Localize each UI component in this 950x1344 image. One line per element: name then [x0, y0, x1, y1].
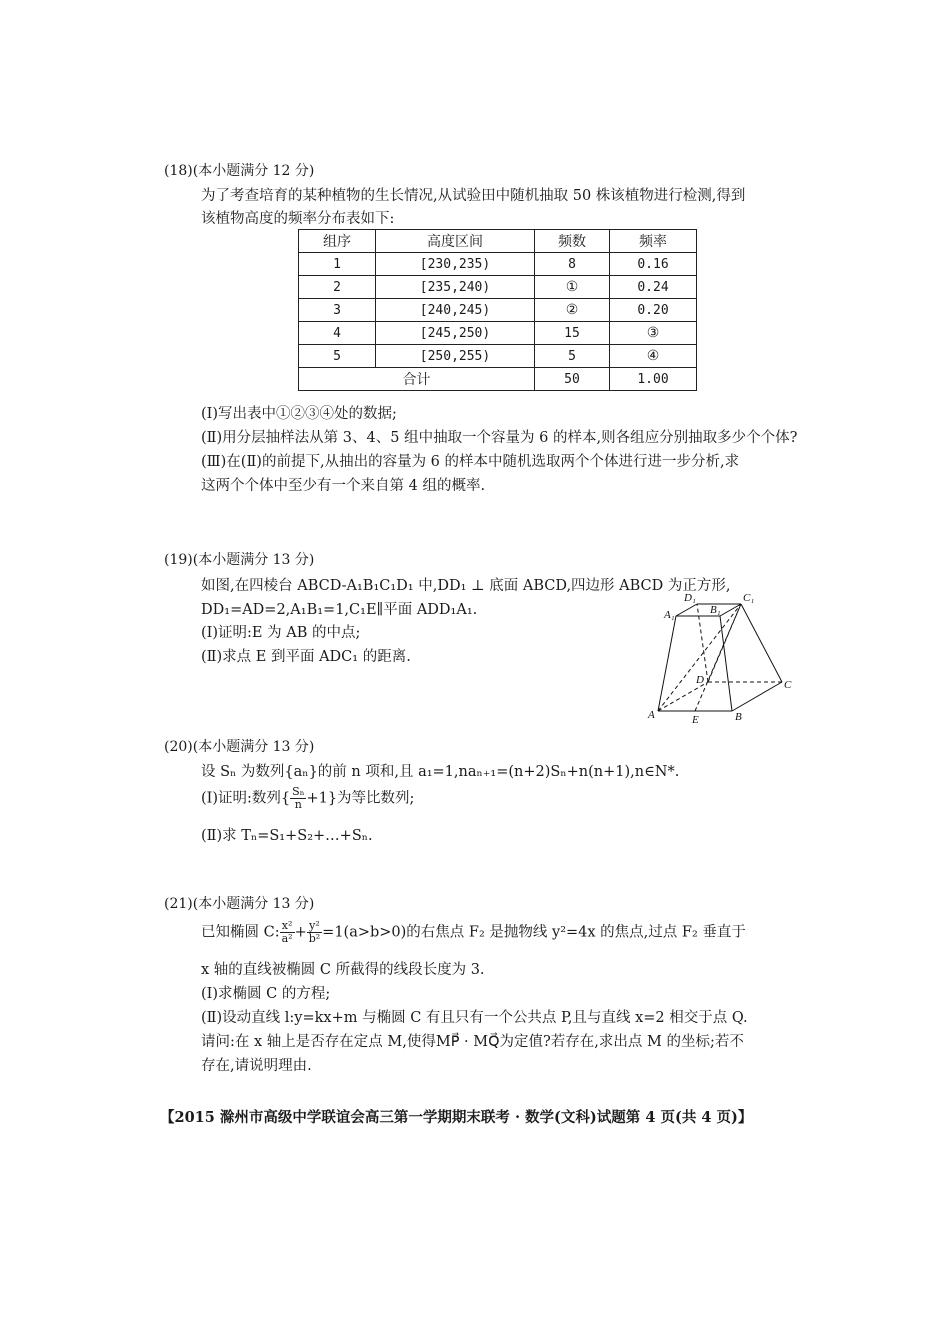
edge-B1C1	[720, 604, 741, 616]
edge-A1D1	[676, 604, 697, 616]
fraction-denominator: b²	[308, 932, 321, 945]
table-cell: 0.16	[610, 253, 697, 276]
q21-line2: x 轴的直线被椭圆 C 所截得的线段长度为 3.	[201, 962, 485, 978]
q21-part1: (Ⅰ)求椭圆 C 的方程;	[201, 986, 331, 1002]
label-D1: D₁	[684, 592, 696, 604]
table-cell: 5	[299, 345, 376, 368]
table-cell: [230,235)	[376, 253, 535, 276]
label-B1: B₁	[710, 604, 721, 616]
table-cell: 0.24	[610, 276, 697, 299]
label-A: A	[648, 709, 655, 721]
label-C: C	[784, 679, 792, 691]
q18-part3-line1: (Ⅲ)在(Ⅱ)的前提下,从抽出的容量为 6 的样本中随机选取两个个体进行进一步分析,求	[201, 454, 740, 470]
q18-intro-line2: 该植物高度的频率分布表如下:	[201, 211, 395, 227]
fraction-denominator: a²	[281, 932, 293, 945]
table-total-label: 合计	[299, 368, 535, 391]
q18-part3-line2: 这两个个体中至少有一个来自第 4 组的概率.	[201, 478, 486, 494]
q18-header: (18)(本小题满分 12 分)	[164, 163, 315, 179]
frequency-table	[298, 229, 697, 391]
q20-line1: 设 Sₙ 为数列{aₙ}的前 n 项和,且 a₁=1,naₙ₊₁=(n+2)Sₙ+n(n+1),n∈N*.	[201, 764, 680, 780]
q21-line1-pre: 已知椭圆 C:	[201, 924, 280, 941]
label-D: D	[696, 674, 704, 686]
table-header-cell: 高度区间	[376, 230, 535, 253]
q20-part2: (Ⅱ)求 Tₙ=S₁+S₂+…+Sₙ.	[201, 828, 373, 844]
table-row	[299, 299, 697, 322]
table-cell: [250,255)	[376, 345, 535, 368]
table-cell: 3	[299, 299, 376, 322]
table-cell: ④	[610, 345, 697, 368]
table-total-count: 50	[535, 368, 610, 391]
q21-header: (21)(本小题满分 13 分)	[164, 896, 315, 912]
table-row	[299, 253, 697, 276]
q19-line2: DD₁=AD=2,A₁B₁=1,C₁E∥平面 ADD₁A₁.	[201, 602, 478, 618]
table-row	[299, 276, 697, 299]
table-cell: [235,240)	[376, 276, 535, 299]
label-E: E	[692, 714, 699, 726]
table-cell: 4	[299, 322, 376, 345]
q21-part2-line1: (Ⅱ)设动直线 l:y=kx+m 与椭圆 C 有且只有一个公共点 P,且与直线 x=2 相交于点 Q.	[201, 1010, 748, 1026]
q20-part1-post: +1}为等比数列;	[306, 790, 415, 807]
fraction-numerator: Sₙ	[292, 785, 305, 798]
table-cell: 8	[535, 253, 610, 276]
plus-sign: +	[294, 924, 307, 941]
fraction-x2-over-a2	[280, 920, 295, 945]
label-A1: A₁	[664, 609, 675, 621]
table-cell: 5	[535, 345, 610, 368]
table-total-freq: 1.00	[610, 368, 697, 391]
segment-EC1	[695, 604, 741, 711]
table-header-cell: 频数	[535, 230, 610, 253]
q21-line1	[201, 920, 746, 945]
edge-BC	[732, 682, 782, 711]
q20-part1	[201, 786, 414, 811]
edge-AD	[658, 682, 708, 711]
table-cell: ②	[535, 299, 610, 322]
q18-part2: (Ⅱ)用分层抽样法从第 3、4、5 组中抽取一个容量为 6 的样本,则各组应分别抽取多少个个体?	[201, 430, 798, 446]
q20-part1-pre: (Ⅰ)证明:数列{	[201, 790, 291, 807]
table-total-row	[299, 368, 697, 391]
table-cell: [240,245)	[376, 299, 535, 322]
edge-CC1	[741, 604, 782, 682]
table-cell: ③	[610, 322, 697, 345]
table-cell: [245,250)	[376, 322, 535, 345]
table-cell: 15	[535, 322, 610, 345]
q21-line1-post: =1(a>b>0)的右焦点 F₂ 是抛物线 y²=4x 的焦点,过点 F₂ 垂直于	[322, 924, 746, 941]
table-header-cell: 组序	[299, 230, 376, 253]
q21-part2-line3: 存在,请说明理由.	[201, 1058, 312, 1074]
label-C1: C₁	[743, 592, 755, 604]
q18-part1: (Ⅰ)写出表中①②③④处的数据;	[201, 406, 397, 422]
table-header-row	[299, 230, 697, 253]
table-cell: 2	[299, 276, 376, 299]
fraction-denominator: n	[294, 798, 302, 811]
table-row	[299, 322, 697, 345]
q19-header: (19)(本小题满分 13 分)	[164, 552, 315, 568]
q19-part2: (Ⅱ)求点 E 到平面 ADC₁ 的距离.	[201, 649, 411, 665]
q21-part2-line2: 请问:在 x 轴上是否存在定点 M,使得MP⃗ · MQ⃗为定值?若存在,求出点 M 的坐标;若不	[201, 1034, 744, 1050]
table-cell: ①	[535, 276, 610, 299]
label-B: B	[735, 711, 742, 723]
q19-line1: 如图,在四棱台 ABCD-A₁B₁C₁D₁ 中,DD₁ ⊥ 底面 ABCD,四边形 ABCD 为正方形,	[201, 578, 731, 594]
fraction-sn-over-n	[290, 786, 306, 811]
table-cell: 0.20	[610, 299, 697, 322]
edge-AA1	[658, 616, 676, 711]
fraction-numerator: x²	[280, 920, 295, 933]
fraction-numerator: y²	[307, 920, 322, 933]
page-footer: 【2015 滁州市高级中学联谊会高三第一学期期末联考 · 数学(文科)试题第 4 页(共 4 页)】	[160, 1109, 753, 1126]
table-cell: 1	[299, 253, 376, 276]
q19-part1: (Ⅰ)证明:E 为 AB 的中点;	[201, 625, 361, 641]
table-row	[299, 345, 697, 368]
fraction-y2-over-b2	[307, 920, 322, 945]
q18-intro-line1: 为了考查培育的某种植物的生长情况,从试验田中随机抽取 50 株该植物进行检测,得到	[201, 188, 746, 204]
table-header-cell: 频率	[610, 230, 697, 253]
frustum-figure	[640, 588, 800, 728]
q20-header: (20)(本小题满分 13 分)	[164, 739, 315, 755]
